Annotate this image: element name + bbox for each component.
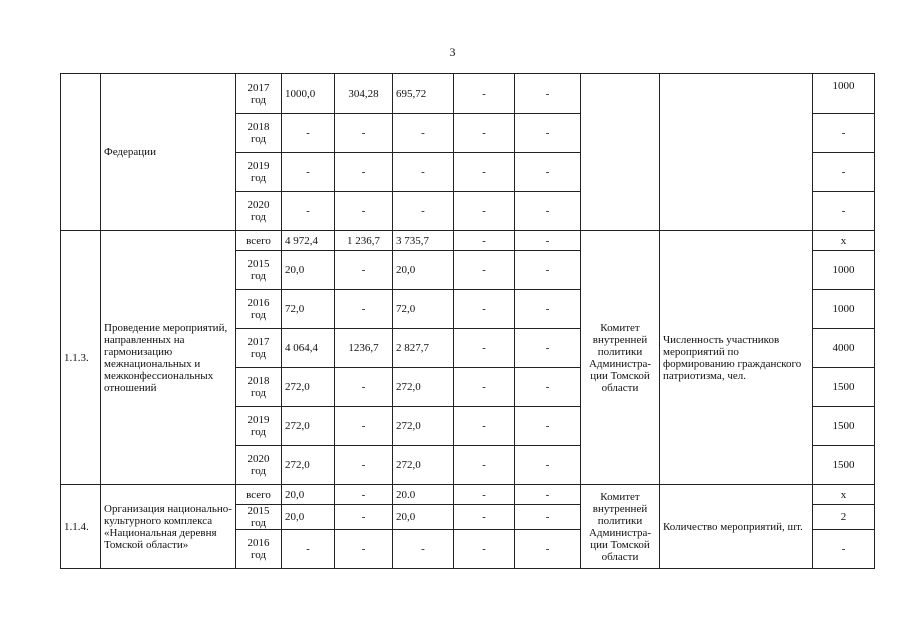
year-label: 2017 [247,336,270,348]
year-label: всего [246,488,271,501]
year-unit: год [250,211,267,223]
total-cell: 4 064,4 [282,329,335,368]
item-number-cell [61,74,101,231]
federal-cell: - [335,290,393,329]
regional-cell: 20,0 [393,251,454,290]
other-cell: - [515,74,581,114]
year-label: 2020 [247,199,270,211]
regional-cell: 3 735,7 [393,231,454,251]
indicator-cell [660,74,813,231]
target-value-cell: 1000 [813,251,875,290]
total-cell: 4 972,4 [282,231,335,251]
other-cell: - [515,505,581,530]
year-cell [236,505,282,530]
year-cell [236,485,282,505]
total-cell: 72,0 [282,290,335,329]
federal-cell: - [335,530,393,569]
total-cell: 272,0 [282,368,335,407]
year-cell [236,251,282,290]
target-value-cell: - [813,114,875,153]
year-label: 2019 [247,160,270,172]
year-cell [236,114,282,153]
local-cell: - [454,446,515,485]
other-cell: - [515,329,581,368]
total-cell: 272,0 [282,446,335,485]
local-cell: - [454,407,515,446]
regional-cell: - [393,153,454,192]
federal-cell: - [335,368,393,407]
year-unit: год [250,387,267,399]
other-cell: - [515,530,581,569]
year-label: 2020 [247,453,270,465]
year-label: 2015 [247,258,270,270]
total-cell: 20,0 [282,251,335,290]
year-label: 2016 [247,537,270,549]
regional-cell: 272,0 [393,407,454,446]
total-cell: - [282,192,335,231]
table-row [61,231,875,251]
total-cell: - [282,530,335,569]
total-cell: - [282,114,335,153]
page-number: 3 [449,45,456,59]
item-name-cell: Федерации [101,74,236,231]
year-cell [236,290,282,329]
local-cell: - [454,485,515,505]
responsible-cell: Комитет внутренней политики Администра-ции Томской области [581,485,660,569]
year-cell [236,407,282,446]
local-cell: - [454,530,515,569]
regional-cell: 72,0 [393,290,454,329]
total-cell: 20,0 [282,505,335,530]
regional-cell: 272,0 [393,446,454,485]
target-value-cell: 1000 [813,290,875,329]
year-cell [236,231,282,251]
target-value-cell: 1500 [813,446,875,485]
federal-cell: - [335,407,393,446]
year-label: 2018 [247,121,270,133]
regional-cell: 695,72 [393,74,454,114]
total-cell: 20,0 [282,485,335,505]
local-cell: - [454,74,515,114]
year-unit: год [250,309,267,321]
target-value-cell: - [813,530,875,569]
local-cell: - [454,368,515,407]
other-cell: - [515,407,581,446]
other-cell: - [515,290,581,329]
target-value-cell: - [813,192,875,231]
target-value-cell: 1500 [813,368,875,407]
total-cell: 272,0 [282,407,335,446]
local-cell: - [454,114,515,153]
item-number-cell: 1.1.4. [61,485,101,569]
other-cell: - [515,231,581,251]
target-value-cell: - [813,153,875,192]
year-unit: год [250,465,267,477]
year-cell [236,74,282,114]
year-unit: год [250,549,267,561]
table-row [61,485,875,505]
target-value-cell: x [813,231,875,251]
federal-cell: - [335,446,393,485]
local-cell: - [454,329,515,368]
local-cell: - [454,251,515,290]
other-cell: - [515,368,581,407]
responsible-cell: Комитет внутренней политики Администра-ции Томской области [581,231,660,485]
year-cell [236,329,282,368]
target-value-cell: 1000 [813,74,875,114]
year-unit: год [250,517,267,529]
other-cell: - [515,192,581,231]
regional-cell: 20.0 [393,485,454,505]
year-unit: год [250,133,267,145]
year-cell [236,446,282,485]
year-cell [236,153,282,192]
federal-cell: - [335,153,393,192]
year-cell [236,530,282,569]
item-number-cell: 1.1.3. [61,231,101,485]
year-label: 2016 [247,297,270,309]
year-cell [236,368,282,407]
item-name-cell: Организация национально-культурного комплекса «Национальная деревня Томской области» [101,485,236,569]
table-body [61,74,875,569]
total-cell: - [282,153,335,192]
regional-cell: 20,0 [393,505,454,530]
year-label: всего [246,234,271,247]
target-value-cell: 4000 [813,329,875,368]
other-cell: - [515,114,581,153]
year-label: 2017 [247,81,270,94]
regional-cell: - [393,114,454,153]
local-cell: - [454,505,515,530]
other-cell: - [515,153,581,192]
year-label: 2015 [247,505,270,517]
other-cell: - [515,251,581,290]
federal-cell: - [335,505,393,530]
target-value-cell: 1500 [813,407,875,446]
year-unit: год [250,348,267,360]
other-cell: - [515,446,581,485]
other-cell: - [515,485,581,505]
federal-cell: - [335,192,393,231]
year-unit: год [250,172,267,184]
indicator-cell: Количество мероприятий, шт. [660,485,813,569]
table-row [61,74,875,114]
regional-cell: - [393,530,454,569]
regional-cell: 2 827,7 [393,329,454,368]
year-cell [236,192,282,231]
local-cell: - [454,192,515,231]
federal-cell: 1236,7 [335,329,393,368]
federal-cell: 1 236,7 [335,231,393,251]
target-value-cell: x [813,485,875,505]
target-value-cell: 2 [813,505,875,530]
federal-cell: - [335,251,393,290]
year-label: 2018 [247,375,270,387]
year-unit: год [250,426,267,438]
program-table [60,73,875,569]
regional-cell: 272,0 [393,368,454,407]
federal-cell: 304,28 [335,74,393,114]
year-label: 2019 [247,414,270,426]
year-unit: год [250,93,267,106]
item-name-cell: Проведение мероприятий, направленных на гармонизацию межнациональных и межконфессиональных отношений [101,231,236,485]
total-cell: 1000,0 [282,74,335,114]
local-cell: - [454,290,515,329]
federal-cell: - [335,485,393,505]
year-unit: год [250,270,267,282]
regional-cell: - [393,192,454,231]
federal-cell: - [335,114,393,153]
local-cell: - [454,231,515,251]
responsible-cell [581,74,660,231]
local-cell: - [454,153,515,192]
indicator-cell: Численность участников мероприятий по формированию гражданского патриотизма, чел. [660,231,813,485]
